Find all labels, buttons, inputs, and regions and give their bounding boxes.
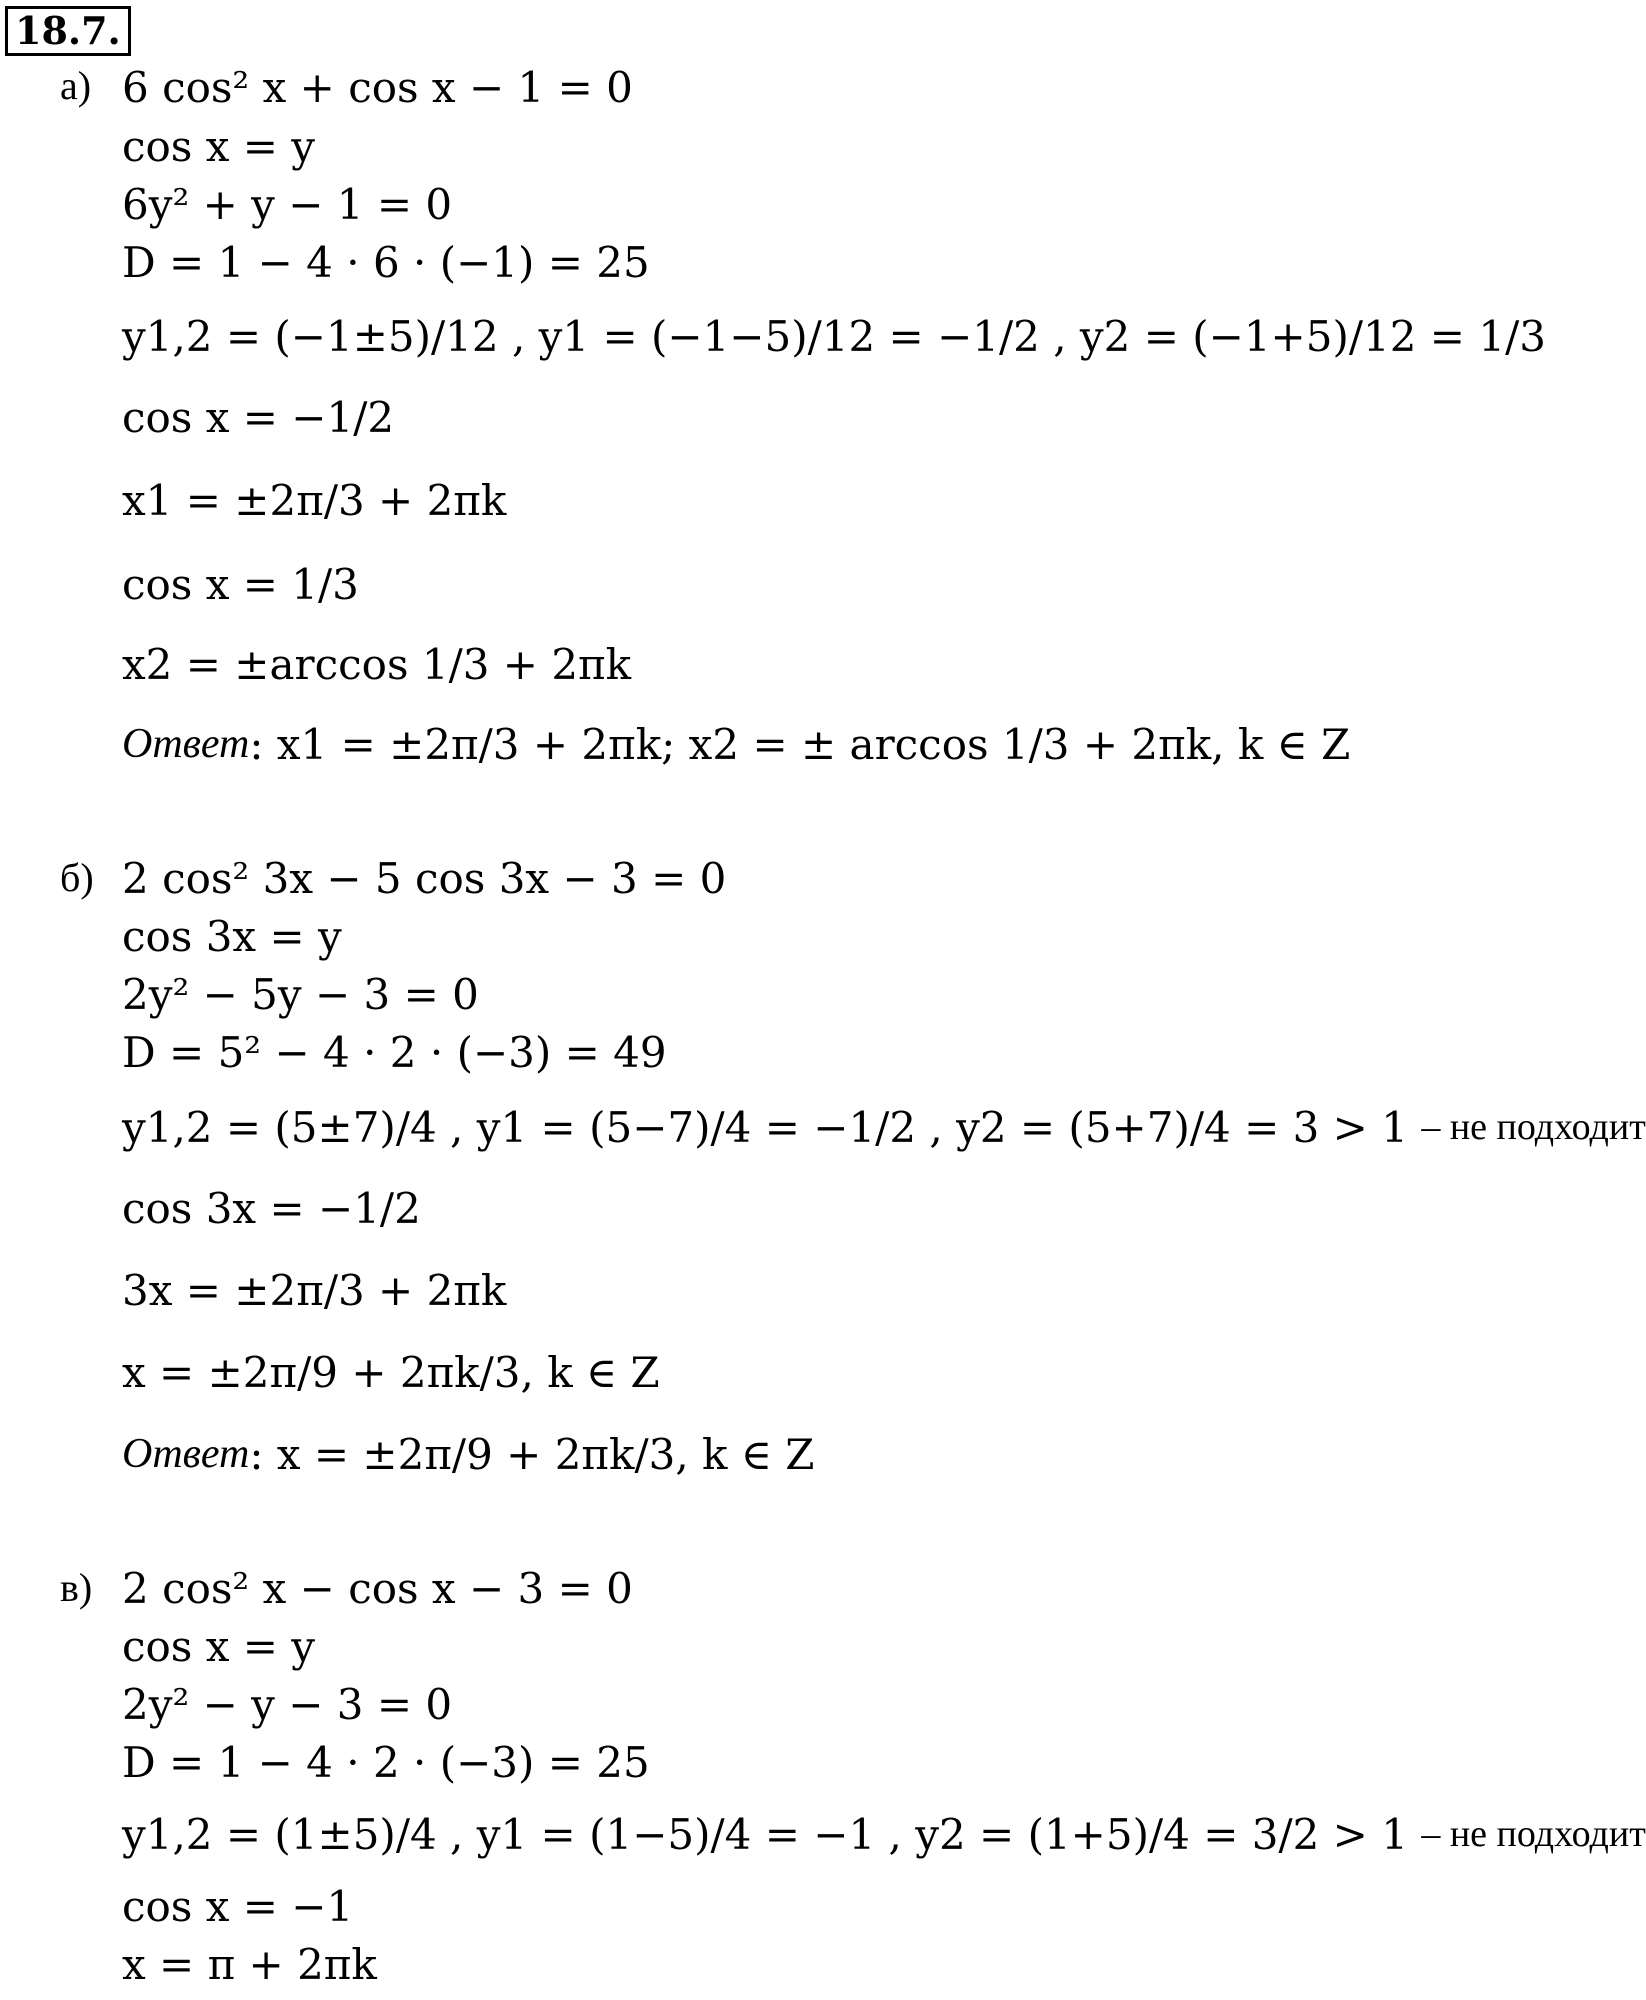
part-b-substitution: cos 3x = y: [122, 911, 342, 961]
part-a-case1: cos x = −1/2: [122, 392, 395, 442]
part-a-roots: y1,2 = (−1±5)/12 , y1 = (−1−5)/12 = −1/2 , y2 = (−1+5)/12 = 1/3: [122, 311, 1546, 361]
part-b-answer-line: Ответ : x = ±2π/9 + 2πk/3, k ∈ Z: [122, 1429, 815, 1479]
part-a-equation: 6 cos² x + cos x − 1 = 0: [122, 62, 633, 112]
part-b-marker: б): [60, 855, 94, 900]
part-b-roots: y1,2 = (5±7)/4 , y1 = (5−7)/4 = −1/2 , y2 = (5+7)/4 = 3 > 1: [122, 1102, 1408, 1152]
part-b-discriminant: D = 5² − 4 · 2 · (−3) = 49: [122, 1027, 667, 1077]
problem-number: 18.7.: [5, 6, 131, 56]
part-c-substitution: cos x = y: [122, 1621, 316, 1671]
part-c-case1: cos x = −1: [122, 1881, 354, 1931]
part-a-discriminant: D = 1 − 4 · 6 · (−1) = 25: [122, 237, 650, 287]
part-b-quadratic: 2y² − 5y − 3 = 0: [122, 969, 479, 1019]
part-a-answer: x1 = ±2π/3 + 2πk; x2 = ± arccos 1/3 + 2πk, k ∈ Z: [276, 719, 1351, 769]
part-a-quadratic: 6y² + y − 1 = 0: [122, 179, 453, 229]
part-a-substitution: cos x = y: [122, 121, 316, 171]
part-b-equation: 2 cos² 3x − 5 cos 3x − 3 = 0: [122, 853, 727, 903]
part-b-answer-label: Ответ: [122, 1431, 250, 1477]
part-b-solution1: x = ±2π/9 + 2πk/3, k ∈ Z: [122, 1347, 660, 1397]
part-a-answer-line: Ответ : x1 = ±2π/3 + 2πk; x2 = ± arccos 1/3 + 2πk, k ∈ Z: [122, 719, 1351, 769]
part-c-marker: в): [60, 1565, 93, 1610]
part-c-equation: 2 cos² x − cos x − 3 = 0: [122, 1563, 633, 1613]
part-c-roots-line: [122, 1802, 1646, 1866]
part-b-answer: x = ±2π/9 + 2πk/3, k ∈ Z: [276, 1429, 815, 1479]
part-b-step: 3x = ±2π/3 + 2πk: [122, 1265, 507, 1315]
part-b-roots-line: [122, 1095, 1646, 1159]
part-a-case2: cos x = 1/3: [122, 559, 359, 609]
part-c-solution1: x = π + 2πk: [122, 1939, 377, 1989]
part-a-answer-label: Ответ: [122, 721, 250, 767]
part-c-roots: y1,2 = (1±5)/4 , y1 = (1−5)/4 = −1 , y2 = (1+5)/4 = 3/2 > 1: [122, 1809, 1408, 1859]
part-b-case1: cos 3x = −1/2: [122, 1183, 421, 1233]
part-a-solution1: x1 = ±2π/3 + 2πk: [122, 475, 507, 525]
part-c-quadratic: 2y² − y − 3 = 0: [122, 1679, 453, 1729]
part-c-discriminant: D = 1 − 4 · 2 · (−3) = 25: [122, 1737, 650, 1787]
part-b-roots-note: – не подходит: [1421, 1106, 1646, 1148]
part-c-roots-note: – не подходит: [1421, 1813, 1646, 1855]
part-a-solution2: x2 = ±arccos 1/3 + 2πk: [122, 639, 632, 689]
part-a-marker: а): [60, 63, 92, 108]
